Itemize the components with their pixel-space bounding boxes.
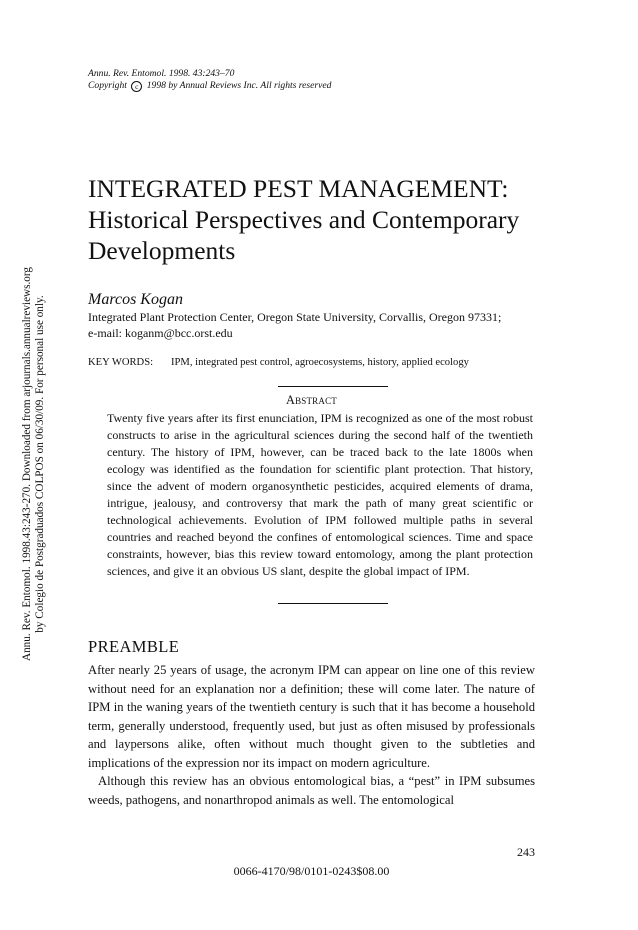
article-title xyxy=(88,173,548,266)
journal-header xyxy=(88,68,331,92)
copyright-prefix: Copyright xyxy=(88,80,127,91)
abstract-bottom-rule xyxy=(278,603,388,604)
copyright-line xyxy=(88,80,331,92)
author-affiliation xyxy=(88,310,548,341)
affiliation-line-1: Integrated Plant Protection Center, Oregon State University, Corvallis, Oregon 97331; xyxy=(88,310,502,324)
keywords-value: IPM, integrated pest control, agroecosystems, history, applied ecology xyxy=(171,357,469,368)
abstract-body xyxy=(107,410,533,580)
journal-citation: Annu. Rev. Entomol. 1998. 43:243–70 xyxy=(88,68,235,79)
abstract-heading: Abstract xyxy=(286,393,337,407)
abstract-top-rule xyxy=(278,386,388,387)
download-notice-line-1: Annu. Rev. Entomol. 1998.43:243-270. Downloaded from arjournals.annualreviews.org xyxy=(21,267,33,661)
download-notice-line-2: by Colegio de Postgraduados COLPOS on 06/30/09. For personal use only. xyxy=(34,295,46,633)
download-notice xyxy=(21,267,47,661)
download-watermark xyxy=(0,0,60,930)
section-heading: PREAMBLE xyxy=(88,637,180,656)
issn-code: 0066-4170/98/0101-0243$08.00 xyxy=(233,864,390,878)
title-line-3: Developments xyxy=(88,236,236,265)
section-body xyxy=(88,661,535,809)
affiliation-line-2: e-mail: koganm@bcc.orst.edu xyxy=(88,325,233,340)
paragraph-2: Although this review has an obvious entomological bias, a “pest” in IPM subsumes weeds, pathogens, and nonarthropod animals as well. The entomological xyxy=(88,774,535,807)
paragraph-1: After nearly 25 years of usage, the acronym IPM can appear on line one of this review without need for an explanation nor a definition; these will come later. The nature of IPM in the waning years of the twentieth century is such that it has become a household term, generally understood, frequently used, but just as often misused by professionals and laypersons alike, often without much thought given to the subtleties and implications of the expression nor its impact on modern agriculture. xyxy=(88,663,535,770)
keywords-label: KEY WORDS: xyxy=(88,357,154,368)
keywords xyxy=(88,356,469,370)
copyright-icon: c xyxy=(131,81,142,92)
abstract-text: Twenty five years after its first enunciation, IPM is recognized as one of the most robust constructs to arise in the agricultural sciences during the second half of the twentieth century. The history of IPM, however, can be traced back to the late 1800s when ecology was identified as the foundation for scientific plant protection. That history, since the advent of modern organosynthetic pesticides, acquired elements of drama, intrigue, jealousy, and controversy that mark the path of many great scientific or technological achievements. Evolution of IPM followed multiple paths in several countries and reached beyond the confines of entomological sciences. Time and space constraints, however, bias this review toward entomology, among the plant protection sciences, and give it an obvious US slant, despite the global impact of IPM. xyxy=(107,411,533,578)
author-name: Marcos Kogan xyxy=(88,291,183,308)
title-line-1: INTEGRATED PEST MANAGEMENT: xyxy=(88,174,509,203)
copyright-text: 1998 by Annual Reviews Inc. All rights reserved xyxy=(146,80,332,91)
page-number: 243 xyxy=(517,845,535,859)
title-line-2: Historical Perspectives and Contemporary xyxy=(88,205,520,234)
